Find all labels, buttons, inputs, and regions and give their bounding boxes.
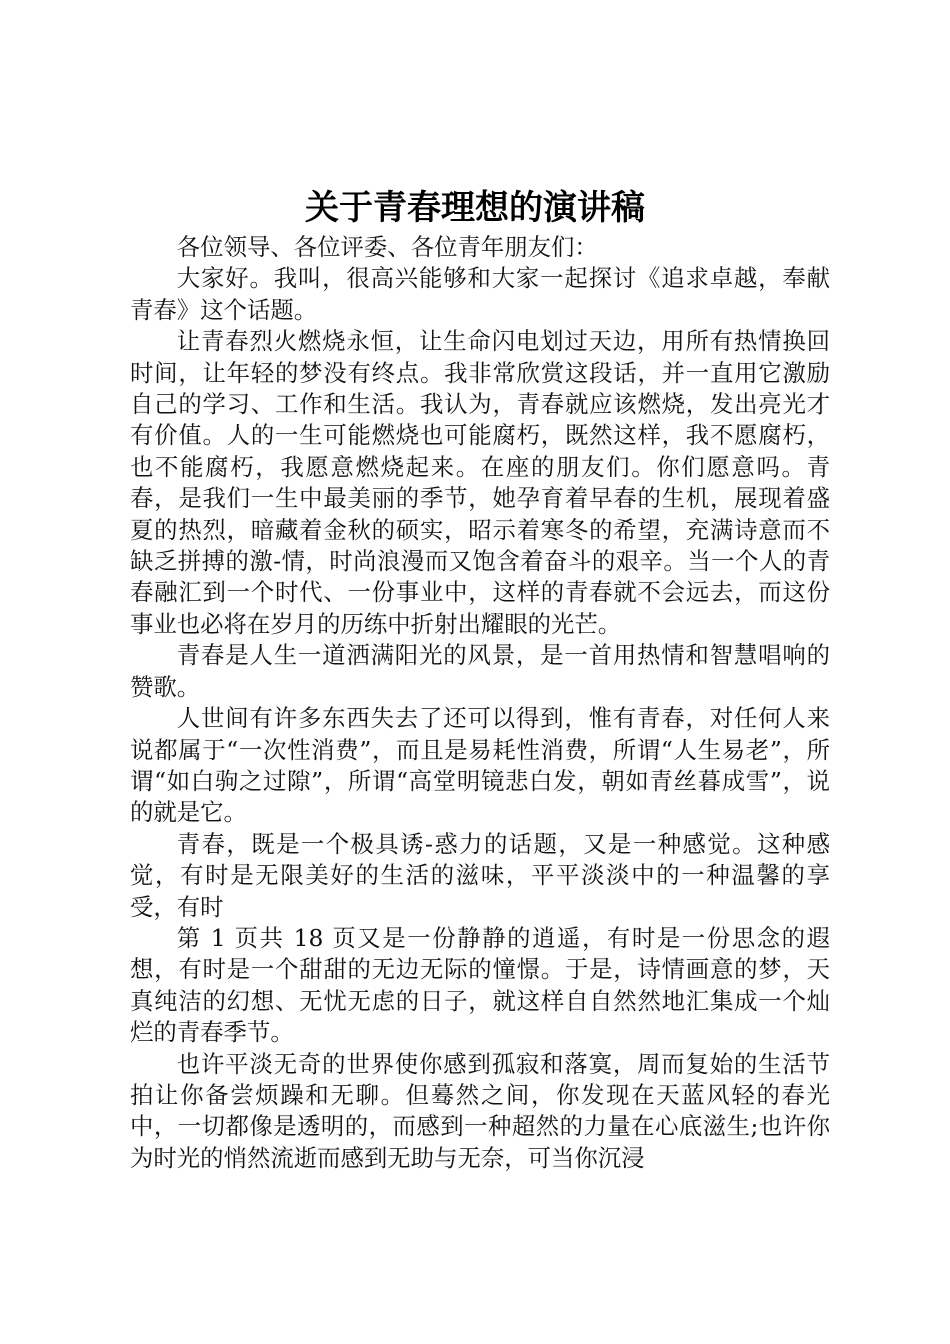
paragraph-temptation: 青春，既是一个极具诱-惑力的话题，又是一种感觉。这种感觉，有时是无限美好的生活的滋味，平平淡淡中的一种温馨的享受，有时 [130,829,830,921]
document-body [130,232,830,1174]
paragraph-intro: 大家好。我叫，很高兴能够和大家一起探讨《追求卓越，奉献青春》这个话题。 [130,264,830,324]
paragraph-youth-fire: 让青春烈火燃烧永恒，让生命闪电划过天边，用所有热情换回时间，让年轻的梦没有终点。我非常欣赏这段话，并一直用它激励自己的学习、工作和生活。我认为，青春就应该燃烧，发出亮光才有价值。人的一生可能燃烧也可能腐朽，既然这样，我不愿腐朽，也不能腐朽，我愿意燃烧起来。在座的朋友们。你们愿意吗。青春，是我们一生中最美丽的季节，她孕育着早春的生机，展现着盛夏的热烈，暗藏着金秋的硕实，昭示着寒冬的希望，充满诗意而不缺乏拼搏的激-情，时尚浪漫而又饱含着奋斗的艰辛。当一个人的青春融汇到一个时代、一份事业中，这样的青春就不会远去，而这份事业也必将在岁月的历练中折射出耀眼的光芒。 [130,327,830,638]
paragraph-page-continuation: 第 1 页共 18 页又是一份静静的逍遥，有时是一份思念的遐想，有时是一个甜甜的无边无际的憧憬。于是，诗情画意的梦，天真纯洁的幻想、无忧无虑的日子，就这样自自然然地汇集成一个灿烂的青春季节。 [130,923,830,1047]
paragraph-one-time: 人世间有许多东西失去了还可以得到，惟有青春，对任何人来说都属于“一次性消费”，而且是易耗性消费，所谓“人生易老”，所谓“如白驹之过隙”，所谓“高堂明镜悲白发，朝如青丝暮成雪”，说的就是它。 [130,704,830,827]
document-title: 关于青春理想的演讲稿 [305,188,645,228]
paragraph-plain-world: 也许平淡无奇的世界使你感到孤寂和落寞，周而复始的生活节拍让你备尝烦躁和无聊。但蓦然之间，你发现在天蓝风轻的春光中，一切都像是透明的，而感到一种超然的力量在心底滋生;也许你为时光的悄然流逝而感到无助与无奈，可当你沉浸 [130,1049,830,1172]
paragraph-scenery: 青春是人生一道洒满阳光的风景，是一首用热情和智慧唱响的赞歌。 [130,641,830,701]
paragraph-greeting: 各位领导、各位评委、各位青年朋友们： [176,233,598,261]
